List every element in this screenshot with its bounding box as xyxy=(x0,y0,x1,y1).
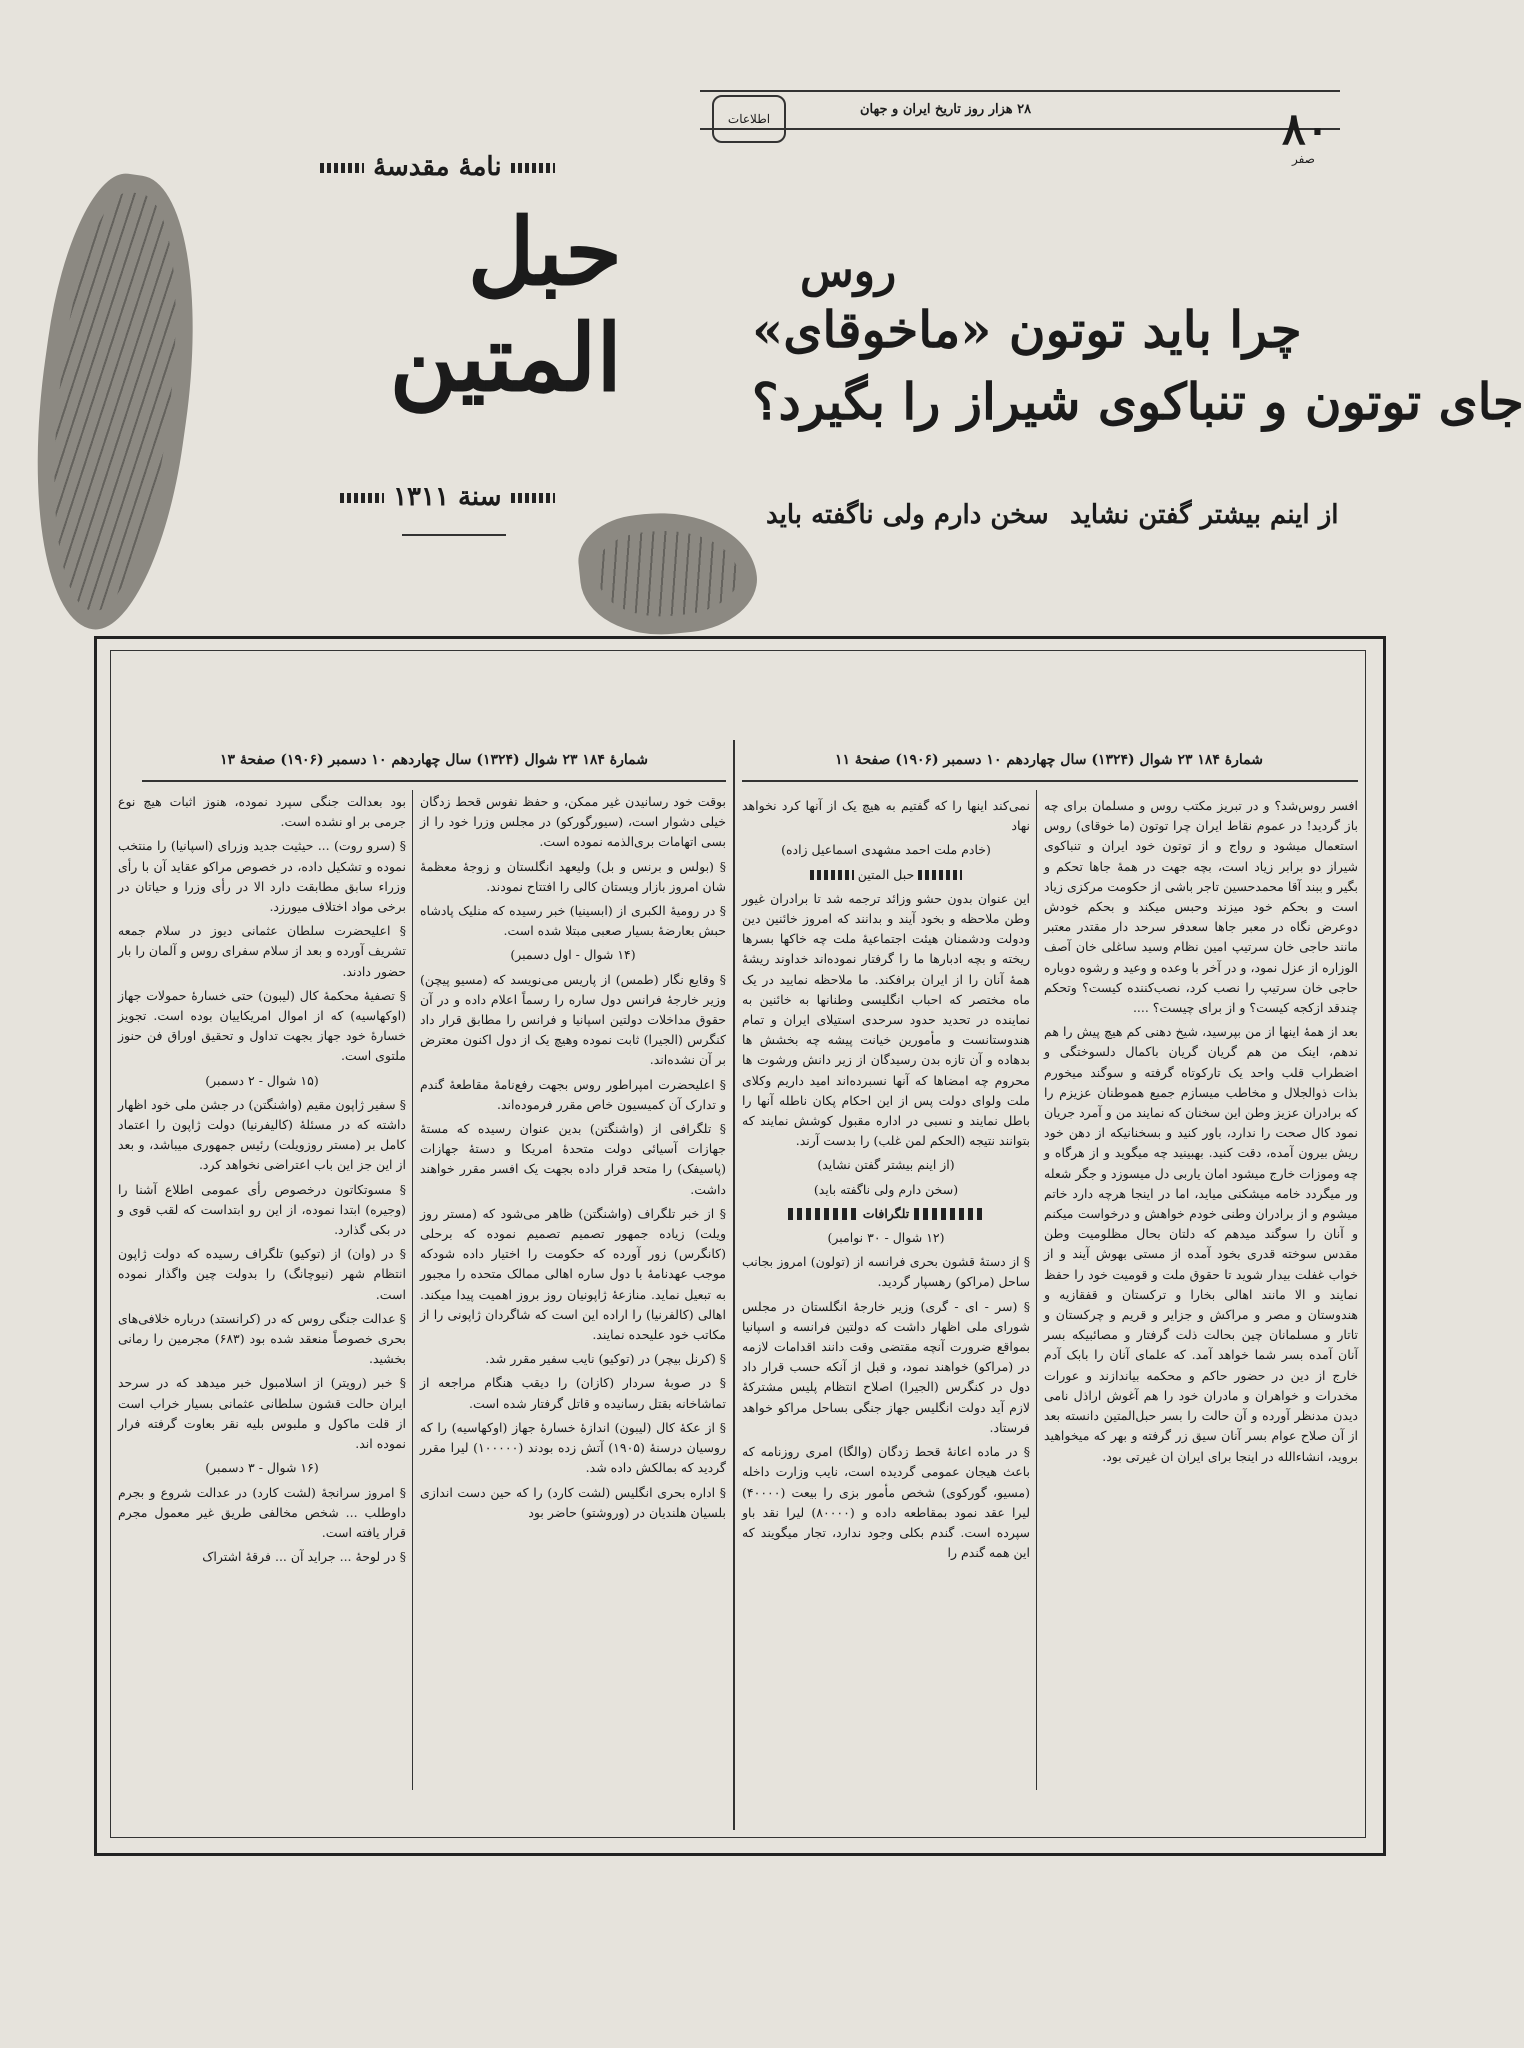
article-column-2 xyxy=(742,796,1030,1826)
article-column-3 xyxy=(420,792,726,1792)
paragraph: § مسوتکاتون درخصوص رأی عمومی اطلاع آشنا را (وجیره) ابتدا نموده، از این رو ابتداست که لقب قوی و در بکی گذارد. xyxy=(118,1181,406,1238)
manuscript-fragment-image-small xyxy=(574,503,762,643)
left-banner-rule xyxy=(142,780,726,782)
masthead-year: سنة ۱۳۱۱ xyxy=(340,482,555,512)
paragraph: § خبر (رویتر) از اسلامبول خبر میدهد که در سرحد ایران حالت قشون سلطانی عثمانی بسیار خراب است از قلت ماکول و ملبوس بلیه نقر بعاوت گرفته فرار نموده اند. xyxy=(118,1375,406,1452)
paragraph: § از دستهٔ قشون بحری فرانسه از (تولون) امروز بجانب ساحل (مراکو) رهسپار گردید. xyxy=(742,1254,1030,1290)
ettelaat-logo: اطلاعات xyxy=(712,95,786,143)
paragraph: § در رومیهٔ الکبری از (ابسینیا) خبر رسیده که منلیک پادشاه حبش بعارضهٔ بسیار صعبی مبتلا شده است. xyxy=(420,903,726,939)
headline-line-2: جای توتون و تنباکوی شیراز را بگیرد؟ xyxy=(752,372,1524,431)
article-column-1 xyxy=(1044,796,1358,1806)
paragraph: افسر روس‌شد؟ و در تبریز مکتب روس و مسلمان برای چه باز گردید! در عموم نقاط ایران چرا توتون (ما خوقای) روس استعمال میشود و رواج و از توتون خود ایران و تنباکوی شیراز دو برابر زیاد است، بچه جهت در همهٔ جاها تحکم و بگیر و ببند آقا محمدحسین تاجر باشی از حکومت مرکزی زیاد است و بحکم خود میزند وحبس میکند و بحکم خودش دوعرض نگاه در معبر جاها سعدفر سرحد دار مقتدر معتبر مانند حاجی خان سرتیپ امین نظام وسید ساغلی خان آصف الوزاره از عزل نمود، و در آخر با وعده و وعید و رشوه دوباره حاجی خان سرتیپ را نصب کرد، نصب‌کننده کیست؟ وتحکم چندقد ازکجه کیست؟ و از برای چیست؟ .... xyxy=(1044,798,1358,1016)
page-number-sub: صفر xyxy=(1292,152,1315,166)
verse-right: از اینم بیشتر گفتن نشاید xyxy=(1070,500,1339,530)
paragraph: § اعلیحضرت امپراطور روس بجهت رفع‌نامهٔ مقاطعهٔ گندم و تدارک آن کمیسیون خاص مقرر فرموده‌اند. xyxy=(420,1076,726,1112)
right-page-banner: شمارهٔ ۱۸۴ ۲۳ شوال (۱۳۲۴) سال چهاردهم ۱۰ دسمبر (۱۹۰۶) صفحهٔ ۱۱ xyxy=(835,752,1263,768)
paragraph: § تلگرافی از (واشنگتن) بدین عنوان رسیده که مستهٔ جهازات آسیائی دولت متحدهٔ امریکا و دستهٔ جهازات (پاسیفک) را متحد قرار داده بجهت یک افسر مقرر خواهند داشت. xyxy=(420,1121,726,1197)
paragraph: بوقت خود رسانیدن غیر ممکن، و حفظ نفوس قحط زدگان خیلی دشوار است، (سیورگورکو) در مجلس وزرا خود را از بسی اتهامات بری‌الذمه نموده است. xyxy=(420,794,726,850)
headline-kicker: روس xyxy=(800,246,897,297)
left-page-banner: شمارهٔ ۱۸۴ ۲۳ شوال (۱۳۲۴) سال چهاردهم ۱۰ دسمبر (۱۹۰۶) صفحهٔ ۱۳ xyxy=(220,752,648,768)
dateline: (۱۲ شوال - ۳۰ نوامبر) xyxy=(827,1230,945,1246)
masthead-rule xyxy=(402,534,506,536)
paragraph: § از عکهٔ کال (لیبون) اندازهٔ خسارهٔ جهاز (اوکهاسیه) را که روسیان درسنهٔ (۱۹۰۵) آتش زده بودند (۱۰۰۰۰۰) لیرا مقرر گردید که بمالکش داده شد. xyxy=(420,1419,726,1476)
paragraph: § در لوحهٔ ... جراید آن ... فرقهٔ اشتراک xyxy=(202,1549,406,1565)
paragraph: § وقایع نگار (طمس) از پاریس می‌نویسد که (مسیو پیچن) وزیر خارجهٔ فرانس دول ساره را رسماً اعلام داده و در آن حقوق مداخلات دولتین اسپانیا و فرانس را مطابق قرار داد کنگرس (الجیرا) ثابت نموده وهیچ یک از دول اکنون معترض بر آن نشده‌اند. xyxy=(420,971,726,1068)
paragraph: § (کرنل بیچر) در (توکیو) نایب سفیر مقرر شد. xyxy=(485,1351,726,1367)
paragraph: نمی‌کند اینها را که گفتیم به هیچ یک از آنها کرد نخواهد نهاد xyxy=(742,798,1030,834)
ornament-icon xyxy=(914,1208,984,1220)
verse-line: (سخن دارم ولی ناگفته باید) xyxy=(813,1181,959,1197)
header-top-rule xyxy=(700,90,1340,92)
column-rule xyxy=(412,790,413,1790)
signature: (خادم ملت احمد مشهدی اسماعیل زاده) xyxy=(781,842,991,858)
paragraph: § در صوبهٔ سردار (کازان) را دیقب هنگام مراجعه از تماشاخانه بقتل رسانیده و قاتل گرفتار شده است. xyxy=(420,1375,726,1411)
masthead-subtitle: نامهٔ مقدسهٔ xyxy=(320,152,555,182)
paragraph: § سفیر ژاپون مقیم (واشنگتن) در جشن ملی خود اظهار داشته که در مسئلهٔ (کالیفرنیا) دولت ژاپون را اعتماد کامل بر (مستر روزویلت) رئیس جمهوری میباشد، و بعد از این جز این باب اعتراضی نخواهد کرد. xyxy=(118,1096,406,1173)
paragraph: § (سرو روت) ... حیثیت جدید وزرای (اسپانیا) را منتخب نموده و تشکیل داده، در خصوص مراکو عقاید آن با رأی وزراء سابق مطابقت دارد الا در رأی وزرا و حیاتان در برخی مواد اختلاف میورزد. xyxy=(118,838,406,915)
manuscript-fragment-image xyxy=(9,166,219,638)
paragraph: § عدالت جنگی روس که در (کرانستد) درباره خلافی‌های بحری خصوصاً منعقد شده بود (۶۸۳) مجرمین را رمانی بخشید. xyxy=(118,1310,407,1367)
paragraph: § (بولس و برنس و بل) ولیعهد انگلستان و زوجهٔ معظمهٔ شان امروز بازار ویستان کالی را افتتاح نمودند. xyxy=(420,858,726,894)
ornament-icon xyxy=(511,493,555,503)
ornament-icon xyxy=(320,163,364,173)
ornament-icon xyxy=(788,1208,858,1220)
dateline: (۱۵ شوال - ۲ دسمبر) xyxy=(205,1072,319,1088)
verse-line: (از اینم بیشتر گفتن نشاید) xyxy=(817,1157,955,1173)
paragraph: § در ماده اعانهٔ قحط زدگان (والگا) امری روزنامه که باعث هیجان عمومی گردیده است، نایب وزارت داخله (مسیو، گورکوی) شخص مأمور بزی را بیعت (۴۰۰۰۰) لیرا عقد نمود بمقاطعه داده و (۸۰۰۰۰) لیرا نقد باو سپرده است. گندم بکلی وجود ندارد، تجار میگویند که این همه گندم را xyxy=(742,1444,1030,1561)
column-rule xyxy=(1036,790,1037,1790)
dateline: (۱۶ شوال - ۳ دسمبر) xyxy=(205,1460,319,1476)
page-gutter-rule xyxy=(733,740,735,1830)
paragraph: این عنوان بدون حشو وزائد ترجمه شد تا برادران غیور وطن ملاحظه و بخود آیند و بدانند که امروز خائنین دین ودولت ودشمنان هیئت اجتماعیهٔ ملت چه خاکها بسرها ریخته و بچه ادبارها ما را گرفتار نموده‌اند خداوند ریشهٔ همهٔ آنان را از ایران برافکند. ما ملاحظه نمایید در یک ماه مختصر که احباب انگلیسی وطنانها به خائنین به نماینده در تحدید حدود سرحدی استیلای ایران و تمام هندوستانست و مأمورین خیانت پیشه چه بخشش ها بدهاده و آن تازه بدن رسیدگان از زیر دانش ورشوت ها محروم چه امضاها که آنها نسبرده‌اند امید داریم وکلای ملت ولوای دولت پس از این احکام پکان ناطله آنها را باطل نمایند و نسبی در اداره مقبول کوشش نمایند که بتوانند نتیجه (الحکم لمن غلب) را بدست آرند. xyxy=(742,890,1030,1149)
paragraph: § اداره بحری انگلیس (لشت کارد) را که حین دست اندازی بلسیان هلندیان در (وروشتو) حاضر بود xyxy=(420,1484,726,1520)
headline-line-1: چرا باید توتون «ماخوقای» xyxy=(752,300,1302,359)
page-number: ۸۰ xyxy=(1282,104,1330,155)
paragraph: بود بعدالت جنگی سپرد نموده، هنوز اثبات هیچ نوع جرمی بر او نشده است. xyxy=(118,794,406,830)
paragraph: § اعلیحضرت سلطان عثمانی دیوز در سلام جمعه تشریف آورده و بعد از سلام سفرای روس و آلمان را بار حضور دادند. xyxy=(118,923,406,979)
article-column-4 xyxy=(118,792,406,1792)
series-title: ۲۸ هزار روز تاریخ ایران و جهان xyxy=(860,102,1032,117)
right-banner-rule xyxy=(742,780,1358,782)
ornament-icon xyxy=(810,870,854,880)
verse-left: سخن دارم ولی ناگفته باید xyxy=(766,500,1049,530)
ornament-icon xyxy=(918,870,962,880)
paragraph: § امروز سرانجهٔ (لشت کارد) در عدالت شروع و بجرم داوطلب ... شخص مخالفی طریق غیر معمول مجرم قرار یافته است. xyxy=(118,1484,406,1540)
paragraph: بعد از همهٔ اینها از من بپرسید، شیخ دهنی کم هیچ پیش را هم ندهم، اینک من هم گریان گریان باکمال دلسوختگی و اضطراب قلب واحد یک تارکوتاه گرفته و سوگند میخورم بذات ذوالجلال و مخاطب میسازم جمیع هموطنان عزیزم را که برادران عزیز وطن این سخنان که نمایند من و آمرد جریان نمود کال صحت را ندارد، باور کنید و بسخنانیکه از دهن خود ریش بیرون آمده، دقت کنید. بهبینید چه میگوید و از هرگاه و چه وموزات خارج میشود امان یاربی دل میسوزد و جگر شعله ور میگردد خامه میشکنی میاید، اما در اینجا هرچه دارد خاتم میشوم و از برادران وطنی خودم خواهش و درخواست میکنم و آنان را سوگند میدهم که دلتان بحال مظلومیت وطن مقدس سوخته قدری بخود آمده از مستی بهوش آیند و از خواب غفلت بیدار شوید تا حقوق ملت و قومیت خود را حفظ نمایند و الا مانند اهالی بخارا و ترکستان و قفقازیه و هندوستان و مصر و مراکش و جزایر و قریم و چرکستان و تاتار و مسلمانان چین بحالت ذلت گرفتار و مصائبیکه بسر آنان آمده بسر شما خواهد آمد. که علمای آنان را بابک آدم خارج از دین در حضور حاکم و محکمه بیاندازند و عورات مخدرات و خواهران و مادران خود را هم آغوش اراذل نامی دیدن مدنظر آورده و آن حالت را بسر حبل‌المتین دانسته بعد از آن صلاح عوام بسر آنان سیق زر گرفته و بهر که میخواهید بروید، انشاءالله در اینجا برای ایران ان غیرتی بود. xyxy=(1044,1024,1358,1464)
ornament-icon xyxy=(340,493,384,503)
paragraph: § از خبر تلگراف (واشنگتن) ظاهر می‌شود که (مستر روز ویلت) زیاده جمهور تصمیم تصمیم نموده که برحلی (کانگرس) زور آورده که حکومت را اختیار داده شودکه موجب عهدنامهٔ با دول ساره اهالی ممالک متحده را مجبور به تبعیل نماید. منازعهٔ ژاپونیان روز بروز اهمیت پیدا میکند. اهالی (کالفرنیا) را اراده این است که شاگردان ژاپونی را از مکاتب خود علیحده نمایند. xyxy=(420,1205,726,1343)
masthead-title: حبل المتین xyxy=(389,198,622,412)
paragraph: § در (وان) از (توکیو) تلگراف رسیده که دولت ژاپون انتظام شهر (نیوچانگ) را بدولت چین واگذار نموده است. xyxy=(118,1246,406,1302)
header-bottom-rule xyxy=(700,128,1340,130)
ornament-icon xyxy=(511,163,555,173)
paper-name: حبل المتین xyxy=(742,865,1030,885)
paragraph: § تصفیهٔ محکمهٔ کال (لیبون) حتی خسارهٔ حمولات جهاز (اوکهاسیه) که از اموال امریکاییان بوده است. تجویز خسارهٔ خود جهاز بجهت تداول و تحقیق اوراق فن حنوز ملتوی است. xyxy=(118,987,406,1064)
paragraph: § (سر - ای - گری) وزیر خارجهٔ انگلستان در مجلس شورای ملی اظهار داشت که دولتین فرانسه و اسپانیا بمواقع ضرورت آنچه مقتضی وقت دانند اقدامات لازمه در (مراکو) خواهند نمود، و قبل از آنکه حسب قرار داد دول در کنگرس (الجیرا) اصلاح انتظام پلیس مشترکهٔ لازم آید دولت انگلیس جهاز جنگی بساحل مراکو خواهد فرستاد. xyxy=(742,1298,1030,1435)
telegrams-heading: تلگرافات xyxy=(742,1204,1030,1224)
dateline: (۱۴ شوال - اول دسمبر) xyxy=(510,947,636,963)
